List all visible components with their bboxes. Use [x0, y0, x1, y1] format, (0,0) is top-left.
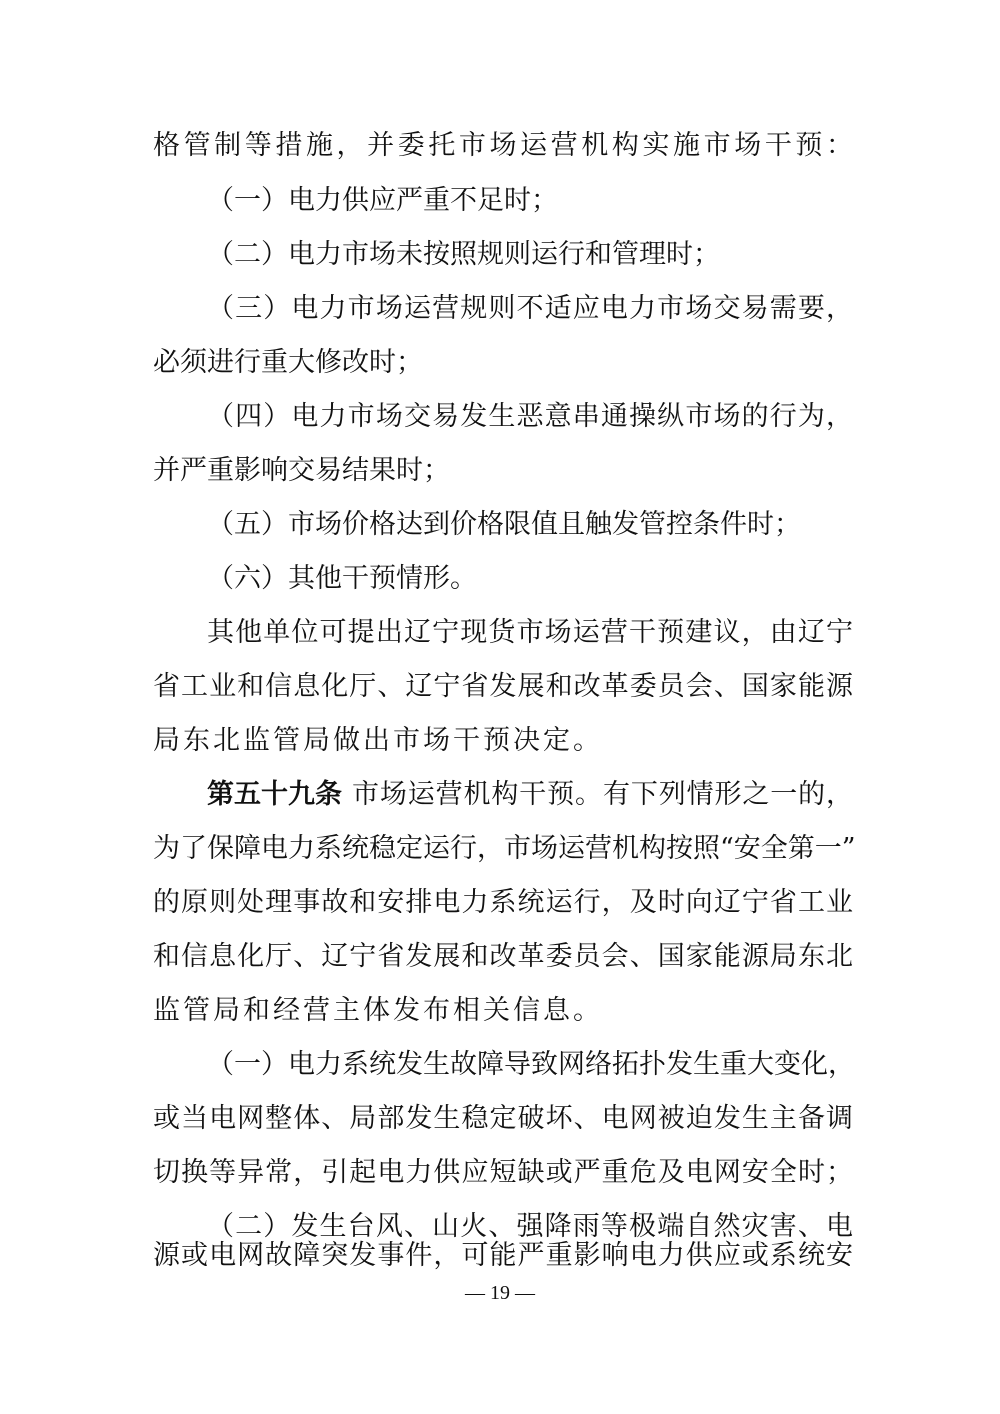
list-item-text: （一）电力系统发生故障导致网络拓扑发生重大变化，: [207, 1049, 855, 1080]
paragraph-text: 和信息化厅、辽宁省发展和改革委员会、国家能源局东北: [153, 941, 853, 972]
text-line: 必须进行重大修改时；: [153, 347, 423, 378]
text-line: 格管制等措施，并委托市场运营机构实施市场干预：: [153, 130, 853, 161]
list-item-text: （四）电力市场交易发生恶意串通操纵市场的行为，: [207, 401, 853, 432]
paragraph-text: 局东北监管局做出市场干预决定。: [153, 725, 603, 756]
paragraph-text: 的原则处理事故和安排电力系统运行，及时向辽宁省工业: [153, 887, 853, 918]
paragraph-text: 省工业和信息化厅、辽宁省发展和改革委员会、国家能源: [153, 671, 853, 702]
article-heading-line: [207, 770, 853, 820]
list-item-text: （二）发生台风、山火、强降雨等极端自然灾害、电: [207, 1211, 853, 1242]
list-item-text: （三）电力市场运营规则不适应电力市场交易需要，: [207, 293, 853, 324]
paragraph-text: 为了保障电力系统稳定运行，市场运营机构按照“安全第一”: [153, 833, 856, 864]
text-line: 并严重影响交易结果时；: [153, 455, 450, 486]
article-heading-text: 市场运营机构干预。有下列情形之一的，: [352, 779, 853, 810]
list-item-text: （一）电力供应严重不足时；: [207, 185, 558, 216]
article-heading: 第五十九条: [207, 779, 342, 810]
list-item-text: （六）其他干预情形。: [207, 563, 477, 594]
list-item-text: （二）电力市场未按照规则运行和管理时；: [207, 239, 720, 270]
text-line: 切换等异常，引起电力供应短缺或严重危及电网安全时；: [153, 1157, 853, 1188]
page-number: — 19 —: [465, 1282, 535, 1304]
text-line: 源或电网故障突发事件，可能严重影响电力供应或系统安: [153, 1240, 853, 1271]
paragraph-text: 监管局和经营主体发布相关信息。: [153, 995, 603, 1026]
paragraph-text: 其他单位可提出辽宁现货市场运营干预建议，由辽宁: [207, 617, 853, 648]
list-item-text: （五）市场价格达到价格限值且触发管控条件时；: [207, 509, 801, 540]
text-line: 或当电网整体、局部发生稳定破坏、电网被迫发生主备调: [153, 1103, 853, 1134]
